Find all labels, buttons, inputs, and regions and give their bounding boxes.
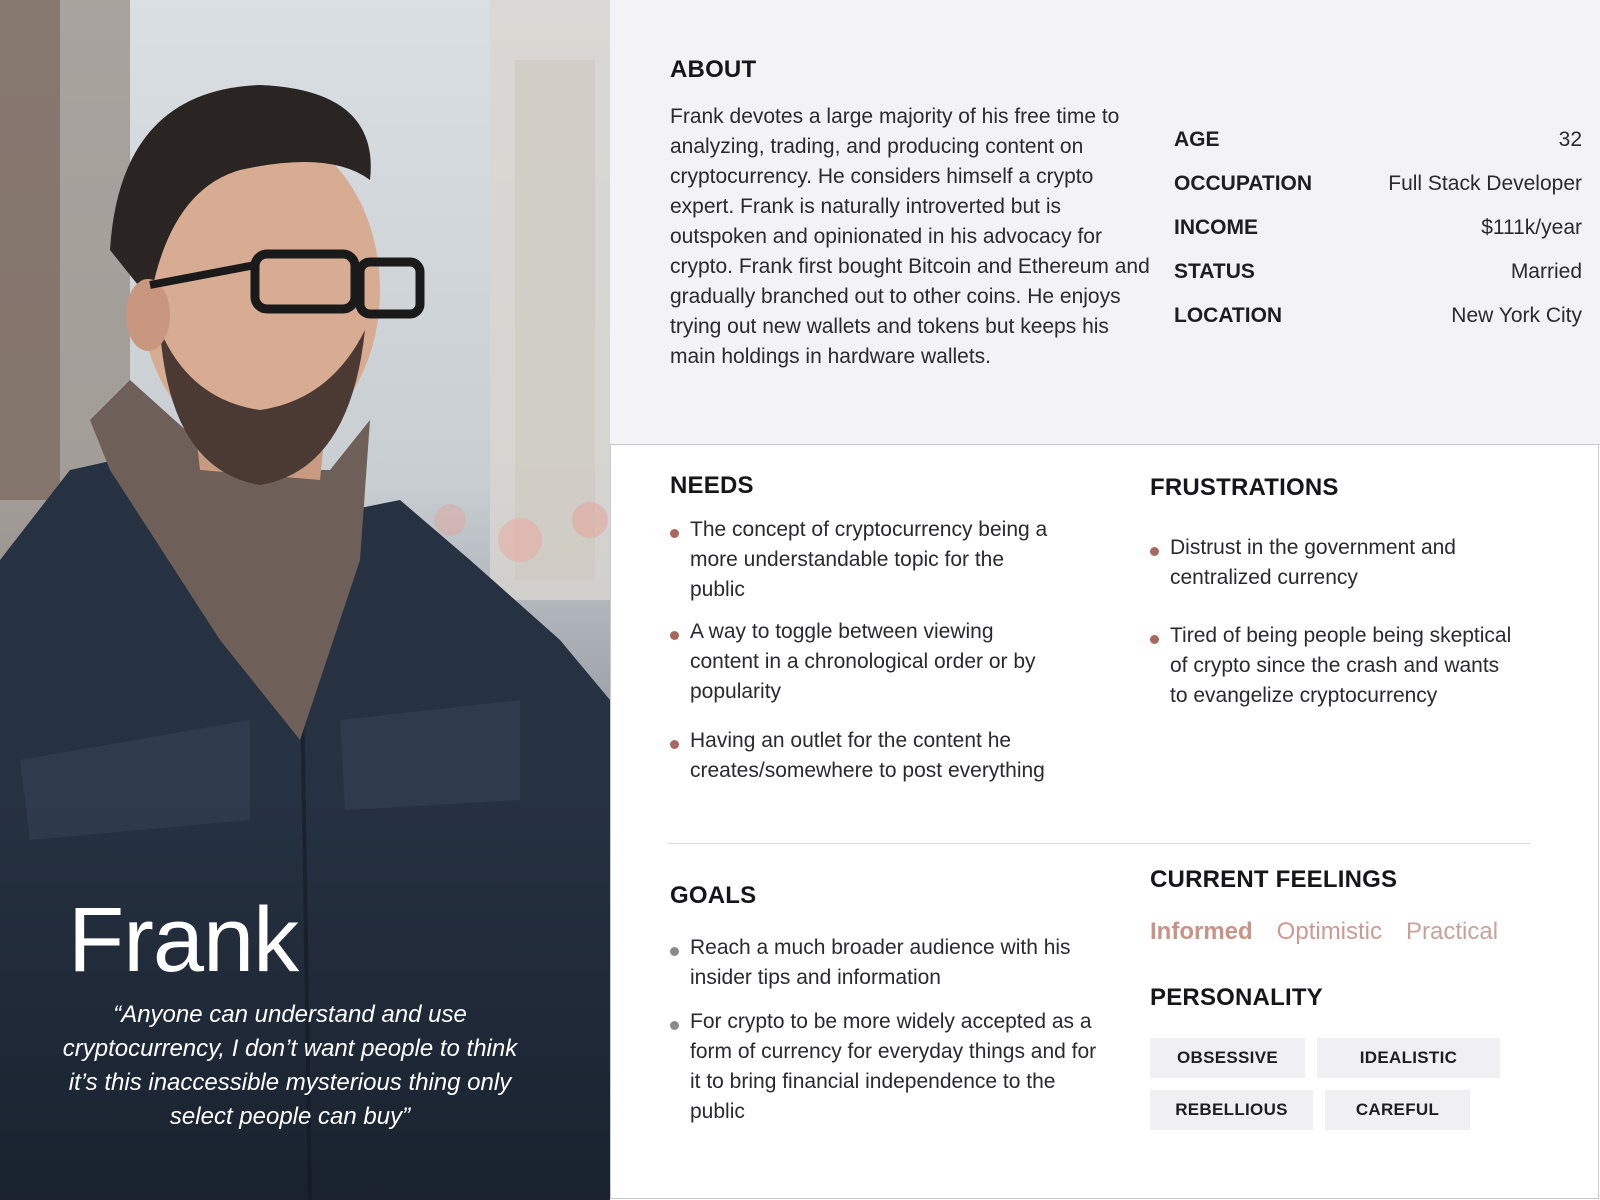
goals-list: [670, 933, 1110, 1127]
list-item: A way to toggle between viewing content in a chronological order or by popularity: [670, 617, 1050, 707]
frustrations-heading: FRUSTRATIONS: [1150, 474, 1339, 501]
bullet-icon: [1150, 547, 1159, 556]
list-item: Having an outlet for the content he creates/somewhere to post everything: [670, 726, 1050, 786]
personality-tag: OBSESSIVE: [1150, 1038, 1305, 1078]
needs-list: [670, 515, 1050, 786]
fact-value: $111k/year: [1481, 216, 1582, 239]
personality-tag: IDEALISTIC: [1317, 1038, 1500, 1078]
bullet-icon: [670, 740, 679, 749]
feeling-optimistic: Optimistic: [1276, 918, 1383, 945]
fact-label: INCOME: [1174, 216, 1258, 239]
fact-label: LOCATION: [1174, 304, 1283, 327]
about-text: Frank devotes a large majority of his free time to analyzing, trading, and producing content on cryptocurrency. He considers himself a crypto expert. Frank is naturally introverted but is outspoken and opinionated in his advocacy for crypto. Frank first bought Bitcoin and Ethereum and gradually branched out to other coins. He enjoys trying out new wallets and tokens but keeps his main holdings in hardware wallets.: [670, 105, 1150, 368]
bullet-icon: [1150, 635, 1159, 644]
fact-value: New York City: [1451, 304, 1582, 327]
bullet-icon: [670, 631, 679, 640]
fact-row: [1174, 118, 1582, 162]
fact-value: Married: [1510, 260, 1582, 283]
needs-heading: NEEDS: [670, 472, 754, 499]
fact-value: Full Stack Developer: [1388, 172, 1582, 195]
persona-name: Frank: [68, 889, 299, 991]
fact-value: 32: [1558, 128, 1582, 151]
persona-quote: “Anyone can understand and use cryptocurrency, I don’t want people to think it’s this inaccessible mysterious thing only select people can buy”: [62, 1001, 518, 1130]
list-item: Tired of being people being skeptical of crypto since the crash and wants to evangelize cryptocurrency: [1150, 621, 1520, 711]
fact-row: [1174, 206, 1582, 250]
list-item: Reach a much broader audience with his insider tips and information: [670, 933, 1110, 993]
bullet-icon: [670, 1021, 679, 1030]
fact-label: AGE: [1174, 128, 1220, 151]
bullet-icon: [670, 947, 679, 956]
personality-tags: [1150, 1038, 1550, 1142]
current-feelings-list: [1150, 918, 1498, 946]
section-divider: [668, 843, 1530, 844]
feeling-practical: Practical: [1406, 918, 1499, 945]
list-item: Distrust in the government and centralized currency: [1150, 533, 1520, 593]
personality-heading: PERSONALITY: [1150, 984, 1323, 1011]
fact-row: [1174, 294, 1582, 338]
personality-tag: REBELLIOUS: [1150, 1090, 1313, 1130]
goals-heading: GOALS: [670, 882, 757, 909]
fact-row: [1174, 162, 1582, 206]
fact-label: OCCUPATION: [1174, 172, 1313, 195]
feeling-informed: Informed: [1150, 918, 1253, 945]
bullet-icon: [670, 529, 679, 538]
about-section: [610, 0, 1600, 445]
facts-list: [1174, 118, 1582, 338]
persona-photo: [0, 0, 610, 1200]
about-heading: ABOUT: [670, 56, 757, 83]
current-feelings-heading: CURRENT FEELINGS: [1150, 866, 1398, 893]
list-item: The concept of cryptocurrency being a more understandable topic for the public: [670, 515, 1050, 605]
list-item: For crypto to be more widely accepted as a form of currency for everyday things and for it to bring financial independence to the public: [670, 1007, 1110, 1127]
fact-row: [1174, 250, 1582, 294]
frustrations-list: [1150, 533, 1520, 711]
fact-label: STATUS: [1174, 260, 1255, 283]
personality-tag: CAREFUL: [1325, 1090, 1470, 1130]
